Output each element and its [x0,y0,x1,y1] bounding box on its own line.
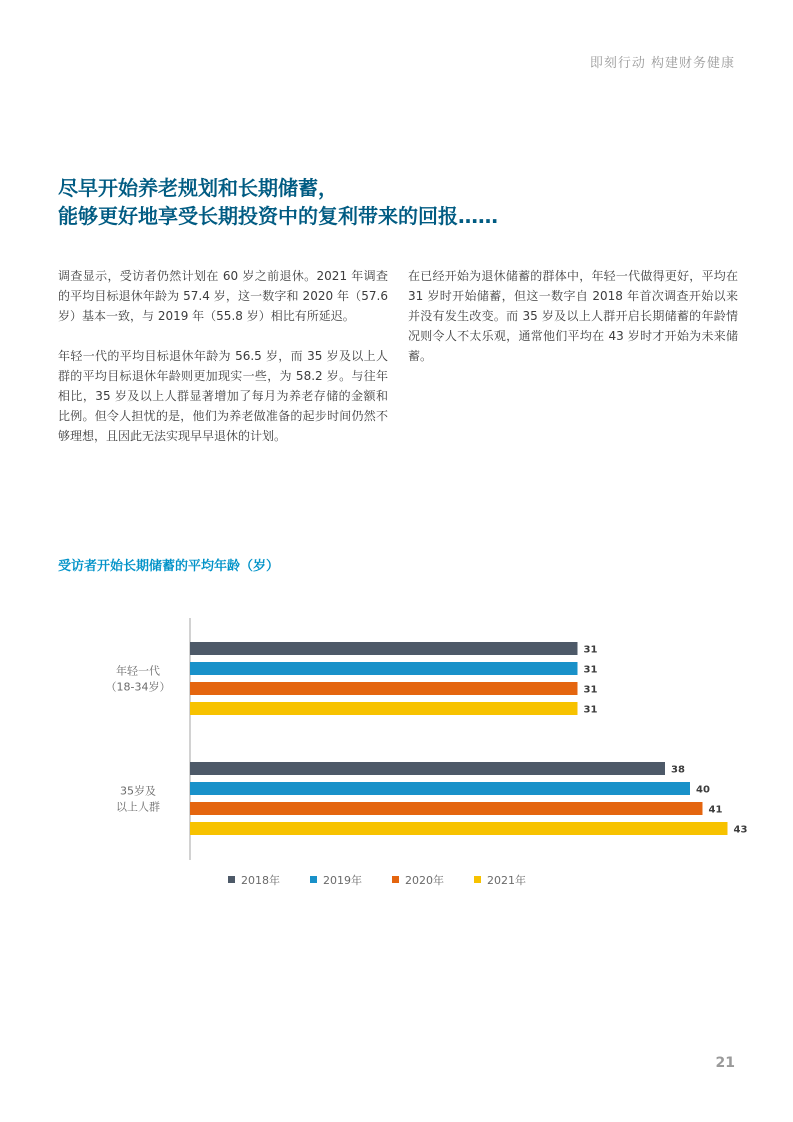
page-number: 21 [715,1055,735,1071]
chart-category-label: 35岁及 [120,784,156,798]
chart-category-label: 以上人群 [116,800,160,814]
headline-line-1: 尽早开始养老规划和长期储蓄， [58,176,338,200]
body-paragraph: 调查显示，受访者仍然计划在 60 岁之前退休。2021 年调查的平均目标退休年龄为 57.4 岁，这一数字和 2020 年（57.6 岁）基本一致，与 2019 年（55.8 岁）相比有所延迟。 [58,269,388,323]
chart-legend-label: 2018年 [241,874,280,887]
body-column-right [408,266,738,386]
chart-legend-swatch [392,876,399,883]
chart-legend-label: 2019年 [323,874,362,887]
chart-bar [190,802,703,815]
body-paragraph: 在已经开始为退休储蓄的群体中，年轻一代做得更好，平均在 31 岁时开始储蓄，但这一数字自 2018 年首次调查开始以来并没有发生改变。而 35 岁及以上人群开启长期储蓄的年龄情况则令人不太乐观，通常他们平均在 43 岁时才开始为未来储蓄。 [408,269,738,363]
chart-data-label: 31 [583,704,598,716]
chart-data-label: 38 [671,764,685,776]
chart-category-label: （18-34岁） [105,680,171,694]
chart-data-label: 43 [733,824,748,836]
headline-line-2: 能够更好地享受长期投资中的复利带来的回报…… [58,204,498,228]
chart-legend-label: 2021年 [487,874,526,887]
chart-bar [190,782,690,795]
chart-legend-swatch [310,876,317,883]
chart-bar [190,702,578,715]
chart-data-label: 41 [708,804,723,816]
running-header: 即刻行动 构建财务健康 [589,56,735,71]
chart-bar [190,682,578,695]
chart-bar [190,822,728,835]
chart-bar [190,662,578,675]
chart-bar [190,762,665,775]
chart-category-label: 年轻一代 [116,664,160,678]
chart-bar [190,642,578,655]
savings-age-bar-chart [58,610,748,900]
body-paragraph: 年轻一代的平均目标退休年龄为 56.5 岁，而 35 岁及以上人群的平均目标退休年龄则更加现实一些，为 58.2 岁。与往年相比，35 岁及以上人群显著增加了每月为养老存储的金额和比例。但令人担忧的是，他们为养老做准备的起步时间仍然不够理想，且因此无法实现早早退休的计划。 [58,349,388,443]
chart-data-label: 31 [583,684,598,696]
chart-legend-swatch [228,876,235,883]
chart-legend-label: 2020年 [405,874,444,887]
chart-data-label: 40 [696,784,710,796]
page-headline [58,174,748,230]
chart-data-label: 31 [583,664,598,676]
body-column-left [58,266,388,466]
chart-data-label: 31 [583,644,598,656]
chart-legend-swatch [474,876,481,883]
chart-title: 受访者开始长期储蓄的平均年龄（岁） [58,559,280,574]
